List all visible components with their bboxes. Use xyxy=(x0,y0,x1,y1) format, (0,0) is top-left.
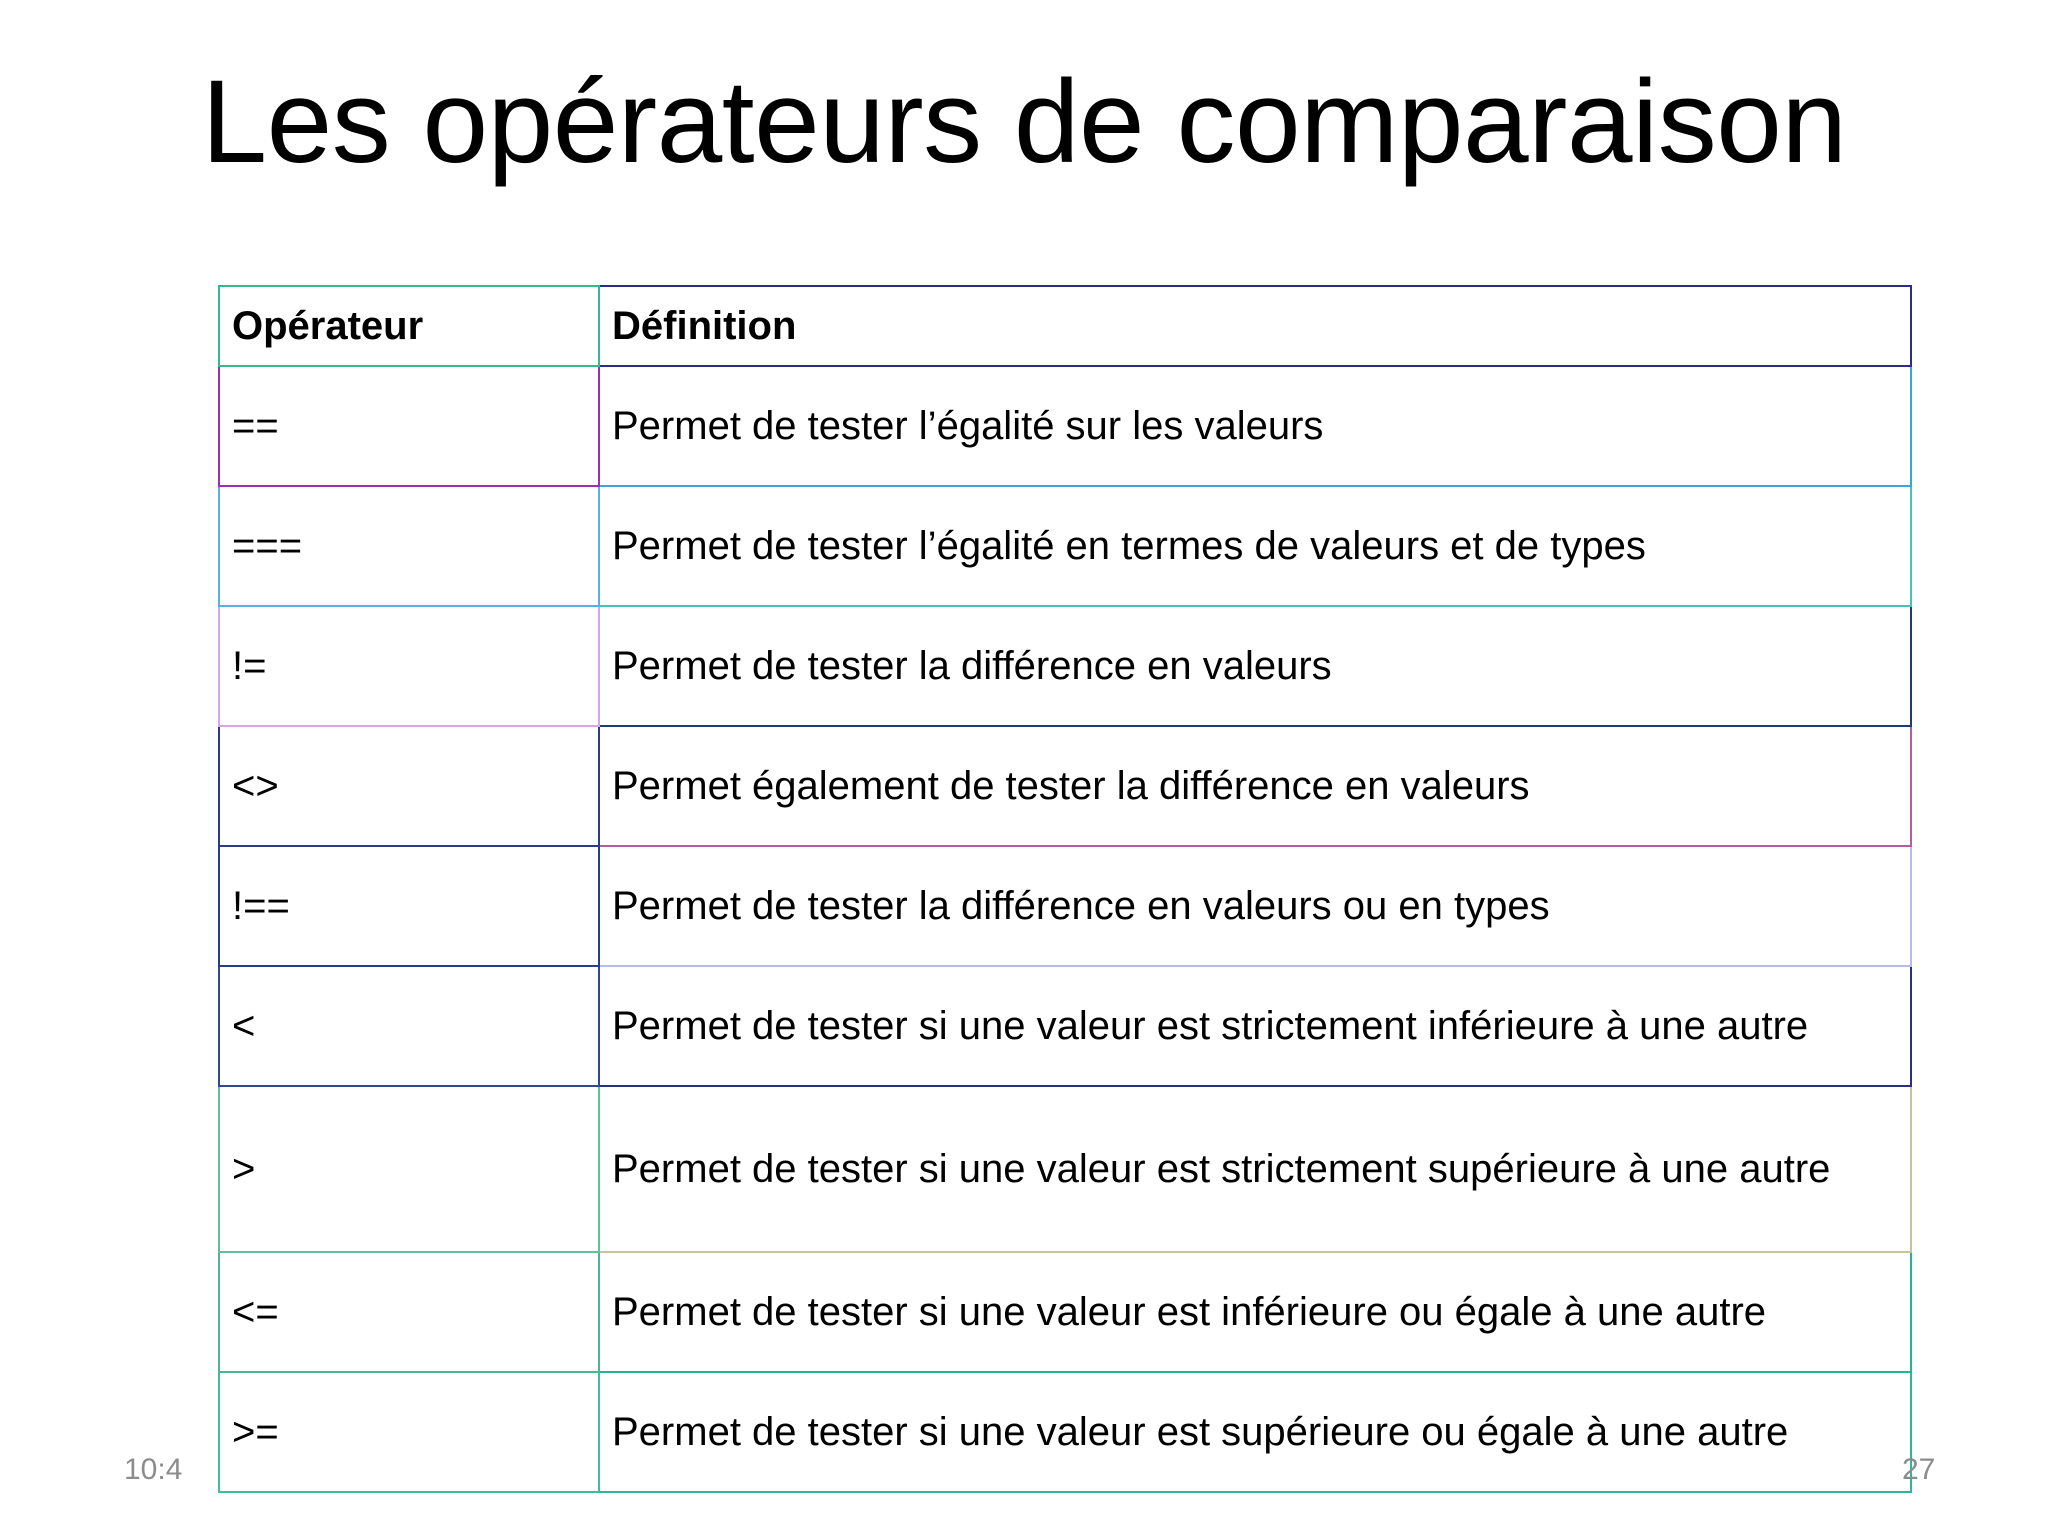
definition-cell: Permet de tester la différence en valeurs ou en types xyxy=(599,846,1911,966)
operator-cell: >= xyxy=(219,1372,599,1492)
definition-cell: Permet de tester si une valeur est inférieure ou égale à une autre xyxy=(599,1252,1911,1372)
definition-cell: Permet de tester si une valeur est strictement inférieure à une autre xyxy=(599,966,1911,1086)
header-operator: Opérateur xyxy=(219,286,599,366)
footer-time: 10:4 xyxy=(124,1453,183,1486)
operator-cell: < xyxy=(219,966,599,1086)
definition-cell: Permet de tester l’égalité sur les valeurs xyxy=(599,366,1911,486)
table-header-row xyxy=(219,286,1911,366)
table-row xyxy=(219,366,1911,486)
table-row xyxy=(219,1252,1911,1372)
table-row xyxy=(219,1372,1911,1492)
operator-cell: == xyxy=(219,366,599,486)
table-row xyxy=(219,486,1911,606)
operator-cell: === xyxy=(219,486,599,606)
definition-cell: Permet de tester la différence en valeurs xyxy=(599,606,1911,726)
operator-cell: > xyxy=(219,1086,599,1252)
operators-table xyxy=(218,285,1912,1493)
table-row xyxy=(219,966,1911,1086)
header-definition: Définition xyxy=(599,286,1911,366)
definition-cell: Permet également de tester la différence en valeurs xyxy=(599,726,1911,846)
slide-title: Les opérateurs de comparaison xyxy=(201,56,1847,188)
operator-cell: <= xyxy=(219,1252,599,1372)
table-row xyxy=(219,726,1911,846)
operator-cell: !== xyxy=(219,846,599,966)
definition-cell: Permet de tester si une valeur est strictement supérieure à une autre xyxy=(599,1086,1911,1252)
table-row xyxy=(219,846,1911,966)
definition-cell: Permet de tester l’égalité en termes de valeurs et de types xyxy=(599,486,1911,606)
definition-cell: Permet de tester si une valeur est supérieure ou égale à une autre xyxy=(599,1372,1911,1492)
operator-cell: != xyxy=(219,606,599,726)
table-row xyxy=(219,1086,1911,1252)
footer-page-number: 27 xyxy=(1902,1453,1936,1486)
operator-cell: <> xyxy=(219,726,599,846)
table-row xyxy=(219,606,1911,726)
